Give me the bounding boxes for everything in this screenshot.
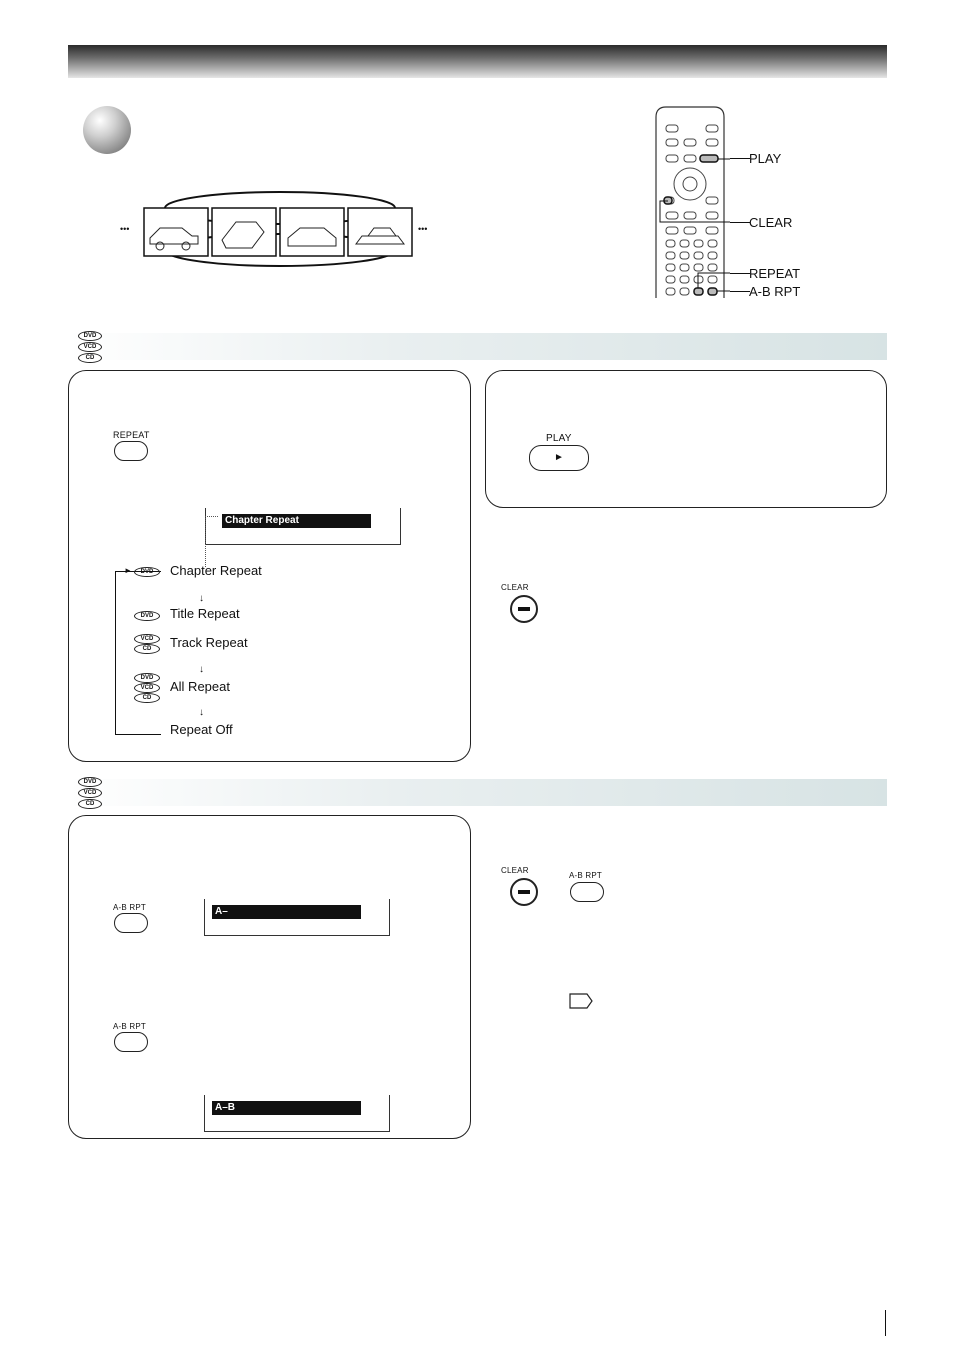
- cd-badge: CD: [134, 693, 160, 703]
- osd-a-point: A–: [212, 905, 361, 919]
- osd-chapter-repeat: Chapter Repeat: [222, 514, 371, 528]
- dvd-badge: DVD: [134, 611, 160, 621]
- play-button-label: PLAY: [546, 433, 572, 444]
- down-arrow-icon: ↓: [199, 664, 204, 675]
- callout-repeat: REPEAT: [749, 266, 801, 281]
- ab-rpt-leader-line: [730, 291, 750, 292]
- filmstrip-frames-icon: [140, 188, 420, 273]
- repeat-button-label: REPEAT: [113, 430, 150, 440]
- mode-chapter-repeat: Chapter Repeat: [170, 563, 262, 578]
- vcd-badge: VCD: [78, 788, 102, 798]
- vcd-badge: VCD: [134, 634, 160, 644]
- clear-leader-line: [730, 222, 750, 223]
- clear-button[interactable]: [510, 595, 538, 623]
- callout-play: PLAY: [749, 151, 782, 166]
- remote-control-illustration: [650, 103, 730, 298]
- section-band-ab-repeat: [68, 779, 887, 806]
- ab-rpt-button-b[interactable]: [114, 1032, 148, 1052]
- ab-repeat-panel: [68, 815, 471, 1139]
- play-button[interactable]: [529, 445, 589, 471]
- dvd-badge: DVD: [78, 777, 102, 787]
- play-leader-line: [730, 158, 750, 159]
- note-tag-icon: [569, 993, 593, 1009]
- down-arrow-icon: ↓: [199, 593, 204, 604]
- mode-repeat-off: Repeat Off: [170, 722, 233, 737]
- cd-badge: CD: [134, 644, 160, 654]
- callout-clear: CLEAR: [749, 215, 793, 230]
- callout-ab-rpt: A-B RPT: [749, 284, 801, 299]
- ab-rpt-button[interactable]: [570, 882, 604, 902]
- osd-ab-segment: A–B: [212, 1101, 361, 1115]
- page-header-bar: [68, 45, 887, 78]
- filmstrip-dots-right: •••: [418, 224, 428, 234]
- dvd-badge: DVD: [78, 331, 102, 341]
- mode-track-repeat: Track Repeat: [170, 635, 248, 650]
- clear-button-label: CLEAR: [501, 866, 529, 875]
- vcd-badge: VCD: [78, 342, 102, 352]
- osd-pointer-line: [205, 516, 218, 567]
- dvd-vcd-cd-badges: [134, 673, 160, 703]
- step-sphere-icon: [83, 106, 131, 154]
- ab-rpt-button-label: A-B RPT: [113, 903, 146, 912]
- play-icon: ►: [554, 452, 564, 463]
- disc-badges-section1: [78, 331, 104, 364]
- dvd-badge: DVD: [134, 673, 160, 683]
- vcd-cd-badges: [134, 634, 160, 654]
- disc-badges-section2: [78, 777, 104, 810]
- filmstrip-illustration: [120, 188, 450, 273]
- dvd-badge: DVD: [134, 567, 160, 577]
- cycle-arrow-icon: ►: [124, 566, 132, 575]
- clear-button-label: CLEAR: [501, 583, 529, 592]
- filmstrip-dots-left: •••: [120, 224, 130, 234]
- ab-rpt-button-label: A-B RPT: [113, 1022, 146, 1031]
- down-arrow-icon: ↓: [199, 707, 204, 718]
- repeat-button[interactable]: [114, 441, 148, 461]
- vcd-badge: VCD: [134, 683, 160, 693]
- clear-button[interactable]: [510, 878, 538, 906]
- section-band-repeat: [68, 333, 887, 360]
- ab-rpt-button-label: A-B RPT: [569, 871, 602, 880]
- mode-all-repeat: All Repeat: [170, 679, 230, 694]
- ab-rpt-button-a[interactable]: [114, 913, 148, 933]
- remote-control-icon: [650, 103, 730, 298]
- cd-badge: CD: [78, 799, 102, 809]
- repeat-leader-line: [730, 273, 750, 274]
- cd-badge: CD: [78, 353, 102, 363]
- page-edge-marker: [885, 1310, 886, 1336]
- mode-title-repeat: Title Repeat: [170, 606, 240, 621]
